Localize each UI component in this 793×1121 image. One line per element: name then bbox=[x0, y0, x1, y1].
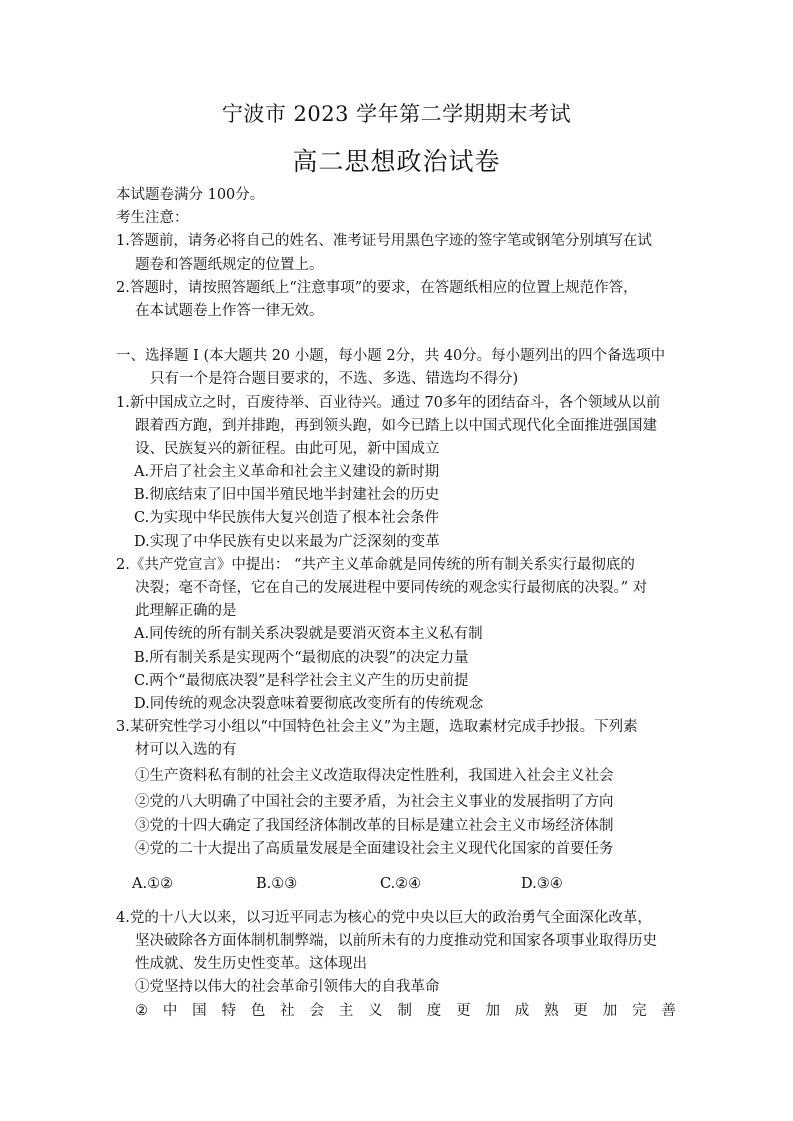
section-heading-cont: 只有一个是符合题目要求的，不选、多选、错选均不得分) bbox=[150, 371, 519, 388]
question-3-options bbox=[116, 871, 676, 897]
question-1-option-b: B.彻底结束了旧中国半殖民地半封建社会的历史 bbox=[134, 487, 440, 504]
char: 更 bbox=[456, 1002, 471, 1019]
question-4-stem: 4.党的十八大以来，以习近平同志为核心的党中央以巨大的政治勇气全面深化改革， bbox=[116, 909, 652, 926]
char: 国 bbox=[192, 1002, 207, 1019]
question-3-stem: 3.某研究性学习小组以“中国特色社会主义”为主题，选取素材完成手抄报。下列素 bbox=[116, 719, 638, 736]
section-heading: 一、选择题 I (本大题共 20 小题，每小题 2分，共 40分。每小题列出的四个备选项中 bbox=[116, 348, 666, 365]
question-3-statement-3: ③党的十四大确定了我国经济体制改革的目标是建立社会主义市场经济体制 bbox=[135, 817, 614, 834]
question-1-option-d: D.实现了中华民族有史以来最为广泛深刻的变革 bbox=[134, 533, 440, 550]
char: 义 bbox=[368, 1002, 383, 1019]
question-3-statement-2: ②党的八大明确了中国社会的主要矛盾，为社会主义事业的发展指明了方向 bbox=[135, 793, 614, 810]
question-3-option-d: D.③④ bbox=[521, 875, 563, 892]
exam-title: 宁波市 2023 学年第二学期期末考试 bbox=[221, 102, 572, 126]
question-3-statement-4: ④党的二十大提出了高质量发展是全面建设社会主义现代化国家的首要任务 bbox=[135, 840, 614, 857]
char: 更 bbox=[573, 1002, 588, 1019]
question-2-option-a: A.同传统的所有制关系决裂就是要消灭资本主义私有制 bbox=[134, 626, 483, 643]
char: 制 bbox=[397, 1002, 412, 1019]
question-4-stem-3: 性成就、发生历史性变革。这体现出 bbox=[135, 956, 367, 973]
char: 主 bbox=[338, 1002, 354, 1019]
question-1-option-c: C.为实现中华民族伟大复兴创造了根本社会条件 bbox=[134, 510, 440, 527]
question-4-statement-2-chars bbox=[135, 1000, 676, 1023]
question-1-stem-3: 设、民族复兴的新征程。由此可见，新中国成立 bbox=[135, 440, 440, 457]
char: 加 bbox=[602, 1002, 618, 1019]
char: 完 bbox=[632, 1002, 647, 1019]
char: 熟 bbox=[544, 1002, 559, 1019]
question-1-stem-2: 跟着西方跑，到并排跑，再到领头跑，如今已踏上以中国式现代化全面推进强国建 bbox=[135, 417, 657, 434]
notice-item-1-cont: 题卷和答题纸规定的位置上。 bbox=[135, 256, 324, 273]
question-3-stem-2: 材可以入选的有 bbox=[135, 742, 237, 759]
question-1-stem: 1.新中国成立之时，百废待举、百业待兴。通过 70多年的团结奋斗，各个领域从以前 bbox=[116, 394, 661, 411]
question-1-option-a: A.开启了社会主义革命和社会主义建设的新时期 bbox=[134, 464, 440, 481]
question-3-option-c: C.②④ bbox=[380, 875, 422, 892]
char: 加 bbox=[485, 1002, 500, 1019]
char: 会 bbox=[309, 1002, 324, 1019]
score-note: 本试题卷满分 100分。 bbox=[116, 187, 265, 203]
char: 中 bbox=[162, 1002, 178, 1019]
notice-item-2: 2.答题时，请按照答题纸上“注意事项”的要求，在答题纸相应的位置上规范作答， bbox=[116, 279, 638, 296]
question-3-statement-1: ①生产资料私有制的社会主义改造取得决定性胜利，我国进入社会主义社会 bbox=[135, 767, 614, 784]
notice-item-1: 1.答题前，请务必将自己的姓名、准考证号用黑色字迹的签字笔或钢笔分别填写在试 bbox=[116, 233, 652, 250]
char: 成 bbox=[514, 1002, 530, 1019]
question-2-option-b: B.所有制关系是实现两个“最彻底的决裂”的决定力量 bbox=[134, 649, 469, 666]
char: ② bbox=[135, 1002, 148, 1019]
char: 色 bbox=[250, 1002, 266, 1019]
question-2-stem-3: 此理解正确的是 bbox=[135, 603, 237, 620]
notice-heading: 考生注意： bbox=[116, 210, 189, 227]
notice-item-2-cont: 在本试题卷上作答一律无效。 bbox=[135, 302, 324, 319]
question-4-statement-1: ①党坚持以伟大的社会革命引领伟大的自我革命 bbox=[135, 979, 440, 996]
char: 善 bbox=[661, 1002, 676, 1019]
question-3-option-b: B.①③ bbox=[256, 875, 298, 892]
question-2-option-c: C.两个“最彻底决裂”是科学社会主义产生的历史前提 bbox=[134, 672, 469, 689]
char: 度 bbox=[426, 1002, 442, 1019]
exam-body bbox=[116, 184, 676, 1023]
question-2-option-d: D.同传统的观念决裂意味着要彻底改变所有的传统观念 bbox=[134, 695, 484, 712]
question-2-stem: 2.《共产党宣言》中提出： “共产主义革命就是同传统的所有制关系实行最彻底的 bbox=[116, 556, 635, 573]
char: 特 bbox=[221, 1002, 236, 1019]
question-3-option-a: A.①② bbox=[132, 875, 174, 892]
question-2-stem-2: 决裂；毫不奇怪，它在自己的发展进程中要同传统的观念实行最彻底的决裂。” 对 bbox=[135, 580, 648, 596]
char: 社 bbox=[280, 1002, 295, 1019]
question-4-stem-2: 坚决破除各方面体制机制弊端，以前所未有的力度推动党和国家各项事业取得历史 bbox=[135, 933, 657, 950]
question-4-statement-2 bbox=[116, 1000, 676, 1023]
paper-subtitle: 高二思想政治试卷 bbox=[292, 147, 501, 176]
